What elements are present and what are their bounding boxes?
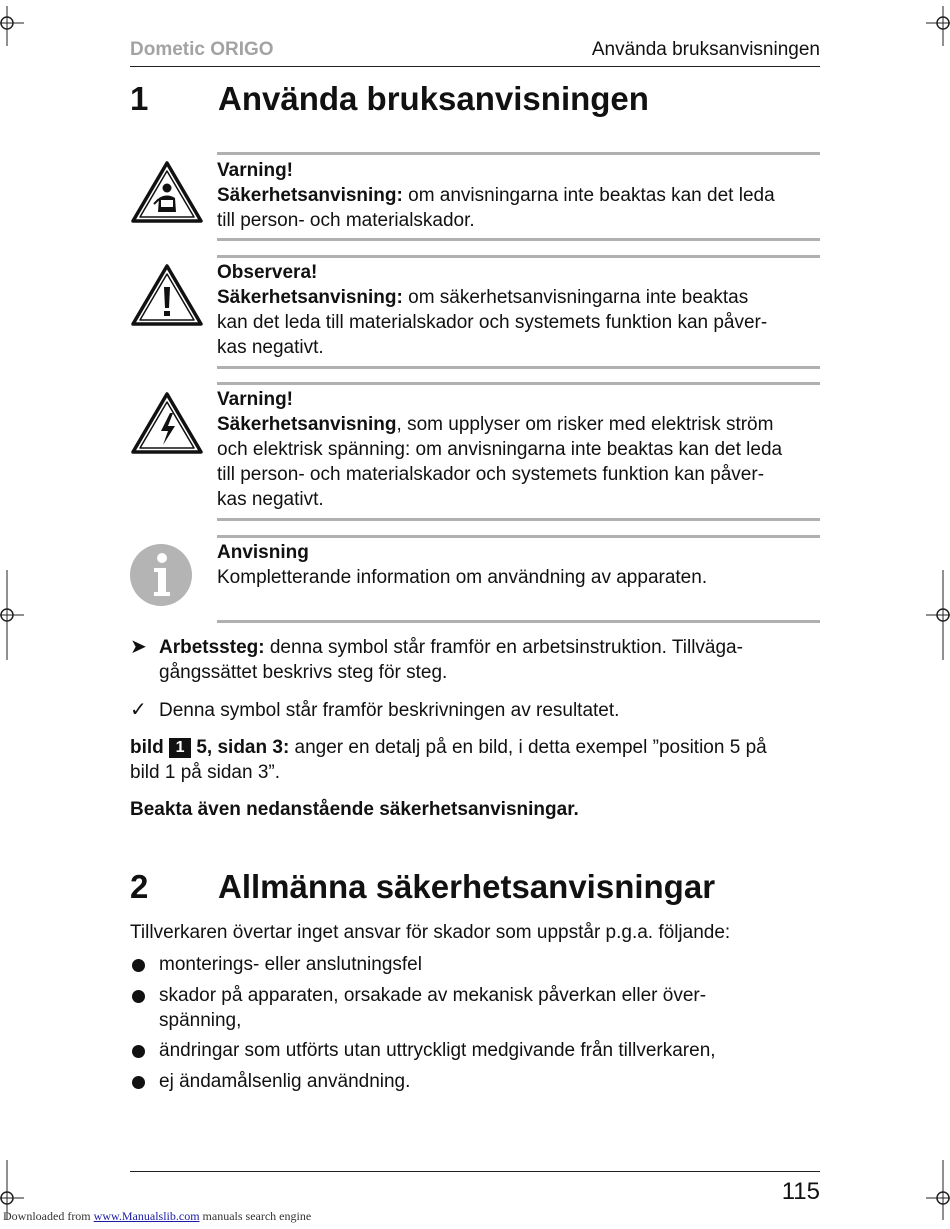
- notice-4-bottom-rule: [217, 620, 820, 623]
- figure-ref-lead-b: 5, sidan 3:: [196, 737, 290, 758]
- crop-mark-mid-right: [926, 570, 950, 660]
- info-icon: [130, 544, 192, 606]
- section-2-number: 2: [130, 868, 149, 905]
- header-rule: [130, 66, 820, 67]
- figure-reference-line-2: bild 1 på sidan 3”.: [130, 762, 280, 783]
- work-step-text-1: denna symbol står framför en arbetsinstruktion. Tillväga-: [264, 637, 743, 658]
- list-item-text: ändringar som utförts utan uttryckligt medgivande från tillverkaren,: [159, 1040, 716, 1061]
- section-2-intro: Tillverkaren övertar inget ansvar för skador som uppstår p.g.a. följande:: [130, 922, 731, 943]
- section-1-heading: [130, 80, 820, 120]
- notice-3-line-3: till person- och materialskador och systemets funktion kan påver-: [217, 464, 765, 485]
- list-item-text-2: spänning,: [159, 1010, 242, 1031]
- section-1-title: Använda bruksanvisningen: [218, 80, 649, 117]
- electric-warning-icon: [130, 391, 204, 455]
- list-item: [130, 952, 820, 977]
- figure-ref-lead-a: bild: [130, 737, 164, 758]
- crop-mark-bottom-right: [926, 1160, 950, 1220]
- notice-3-top-rule: [217, 382, 820, 385]
- notice-1-top-rule: [217, 152, 820, 155]
- download-note: [3, 1209, 311, 1224]
- result-text: Denna symbol står framför beskrivningen av resultatet.: [159, 700, 620, 721]
- notice-2-line-2: kan det leda till materialskador och systemets funktion kan påver-: [217, 312, 768, 333]
- notice-2-top-rule: [217, 255, 820, 258]
- notice-3: [217, 387, 820, 512]
- manualslib-link[interactable]: www.Manualslib.com: [93, 1209, 200, 1223]
- header-section-title: Använda bruksanvisningen: [591, 39, 820, 60]
- notice-2-text-1: om säkerhetsanvisningarna inte beaktas: [402, 287, 749, 308]
- bullet-icon: [132, 1045, 145, 1058]
- list-item-text: monterings- eller anslutningsfel: [159, 954, 422, 975]
- notice-1-title: Varning!: [217, 160, 294, 181]
- section-2-title: Allmänna säkerhetsanvisningar: [218, 868, 716, 905]
- notice-2-line-1: [217, 285, 820, 310]
- list-item: [130, 1038, 820, 1063]
- section-1-number: 1: [130, 80, 149, 117]
- list-item: [130, 1069, 820, 1094]
- crop-mark-mid-left: [0, 570, 24, 660]
- notice-3-line-1: [217, 412, 820, 437]
- list-item: [130, 983, 820, 1033]
- notice-3-line-2: och elektrisk spänning: om anvisningarna inte beaktas kan det leda: [217, 439, 783, 460]
- bullet-icon: [132, 1076, 145, 1089]
- bullet-icon: [132, 959, 145, 972]
- checkmark-icon: ✓: [130, 699, 147, 721]
- notice-3-lead: Säkerhetsanvisning: [217, 414, 397, 435]
- notice-4: [217, 540, 820, 590]
- bullet-icon: [132, 990, 145, 1003]
- crop-mark-top-left: [0, 6, 24, 46]
- work-step-line-2: gångssättet beskrivs steg för steg.: [159, 662, 448, 683]
- work-step-lead: Arbetssteg:: [159, 637, 265, 658]
- person-warning-icon: [130, 160, 204, 224]
- exclamation-warning-icon: [130, 263, 204, 327]
- notice-4-top-rule: [217, 535, 820, 538]
- notice-3-text-1: , som upplyser om risker med elektrisk ström: [396, 414, 774, 435]
- notice-4-line-1: Kompletterande information om användning av apparaten.: [217, 567, 708, 588]
- figure-ref-text-1: anger en detalj på en bild, i detta exempel ”position 5 på: [289, 737, 767, 758]
- notice-1: [217, 158, 820, 233]
- notice-3-line-4: kas negativt.: [217, 489, 324, 510]
- figure-reference: [130, 735, 820, 785]
- work-step: [130, 635, 820, 685]
- download-suffix: manuals search engine: [199, 1209, 312, 1223]
- arrow-step-icon: ➤: [130, 636, 147, 658]
- notice-1-line-2: till person- och materialskador.: [217, 210, 475, 231]
- page-number: 115: [781, 1178, 820, 1205]
- notice-2-bottom-rule: [217, 366, 820, 369]
- notice-1-bottom-rule: [217, 238, 820, 241]
- work-step-line-1: [159, 635, 820, 660]
- notice-1-lead: Säkerhetsanvisning:: [217, 185, 403, 206]
- result-item: [130, 698, 820, 723]
- footer-rule: [130, 1171, 820, 1172]
- notice-1-line-1: [217, 183, 820, 208]
- safety-note: Beakta även nedanstående säkerhetsanvisningar.: [130, 799, 579, 820]
- notice-2: [217, 260, 820, 360]
- crop-mark-top-right: [926, 6, 950, 46]
- notice-3-bottom-rule: [217, 518, 820, 521]
- notice-2-title: Observera!: [217, 262, 318, 283]
- figure-number-box: 1: [169, 738, 191, 758]
- figure-reference-line-1: [130, 735, 820, 760]
- notice-4-title: Anvisning: [217, 542, 309, 563]
- header-brand: Dometic ORIGO: [130, 39, 274, 60]
- list-item-text: ej ändamålsenlig användning.: [159, 1071, 411, 1092]
- notice-3-title: Varning!: [217, 389, 294, 410]
- notice-2-lead: Säkerhetsanvisning:: [217, 287, 403, 308]
- section-2-heading: [130, 868, 820, 908]
- notice-2-line-3: kas negativt.: [217, 337, 324, 358]
- notice-1-text-1: om anvisningarna inte beaktas kan det leda: [402, 185, 775, 206]
- list-item-text: skador på apparaten, orsakade av mekanisk påverkan eller över-: [159, 985, 707, 1006]
- download-prefix: Downloaded from: [3, 1209, 94, 1223]
